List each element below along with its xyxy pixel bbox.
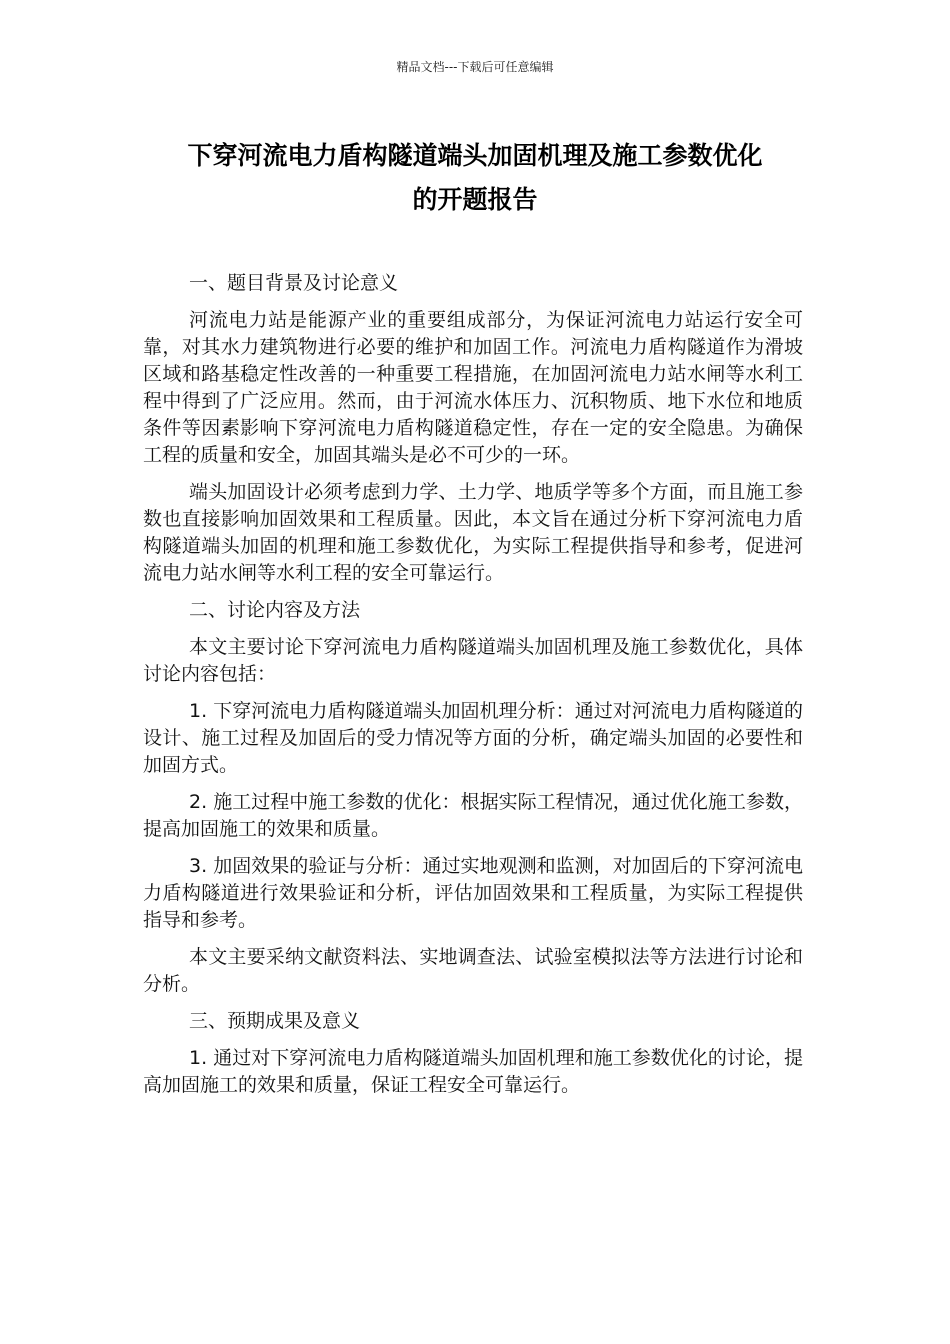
- section-2-list-item-3: 3. 加固效果的验证与分析：通过实地观测和监测，对加固后的下穿河流电力盾构隧道进行效果验证和分析，评估加固效果和工程质量，为实际工程提供指导和参考。: [143, 855, 803, 931]
- section-2-list-item-2: 2. 施工过程中施工参数的优化：根据实际工程情况，通过优化施工参数，提高加固施工的效果和质量。: [143, 791, 803, 840]
- document-body: [143, 270, 803, 1109]
- section-1-paragraph-2: 端头加固设计必须考虑到力学、土力学、地质学等多个方面，而且施工参数也直接影响加固效果和工程质量。因此，本文旨在通过分析下穿河流电力盾构隧道端头加固的机理和施工参数优化，为实际工程提供指导和参考，促进河流电力站水闸等水利工程的安全可靠运行。: [143, 481, 803, 584]
- section-2-paragraph-1: 本文主要讨论下穿河流电力盾构隧道端头加固机理及施工参数优化，具体讨论内容包括：: [143, 636, 803, 685]
- title-line-2: 的开题报告: [412, 185, 538, 214]
- header-note: 精品文档---下载后可任意编辑: [396, 60, 554, 74]
- title-line-1: 下穿河流电力盾构隧道端头加固机理及施工参数优化: [187, 141, 763, 170]
- section-3-heading: 三、预期成果及意义: [189, 1010, 361, 1032]
- section-3-list-item-1: 1. 通过对下穿河流电力盾构隧道端头加固机理和施工参数优化的讨论，提高加固施工的效果和质量，保证工程安全可靠运行。: [143, 1047, 803, 1096]
- document-title: [130, 134, 820, 222]
- section-2-list-item-1: 1. 下穿河流电力盾构隧道端头加固机理分析：通过对河流电力盾构隧道的设计、施工过程及加固后的受力情况等方面的分析，确定端头加固的必要性和加固方式。: [143, 700, 803, 776]
- section-1-heading: 一、题目背景及讨论意义: [189, 272, 399, 294]
- section-1-paragraph-1: 河流电力站是能源产业的重要组成部分，为保证河流电力站运行安全可靠，对其水力建筑物进行必要的维护和加固工作。河流电力盾构隧道作为滑坡区域和路基稳定性改善的一种重要工程措施，在加固河流电力站水闸等水利工程中得到了广泛应用。然而，由于河流水体压力、沉积物质、地下水位和地质条件等因素影响下穿河流电力盾构隧道稳定性，存在一定的安全隐患。为确保工程的质量和安全，加固其端头是必不可少的一环。: [143, 309, 803, 466]
- section-2-paragraph-2: 本文主要采纳文献资料法、实地调查法、试验室模拟法等方法进行讨论和分析。: [143, 946, 803, 995]
- section-2-heading: 二、讨论内容及方法: [189, 599, 361, 621]
